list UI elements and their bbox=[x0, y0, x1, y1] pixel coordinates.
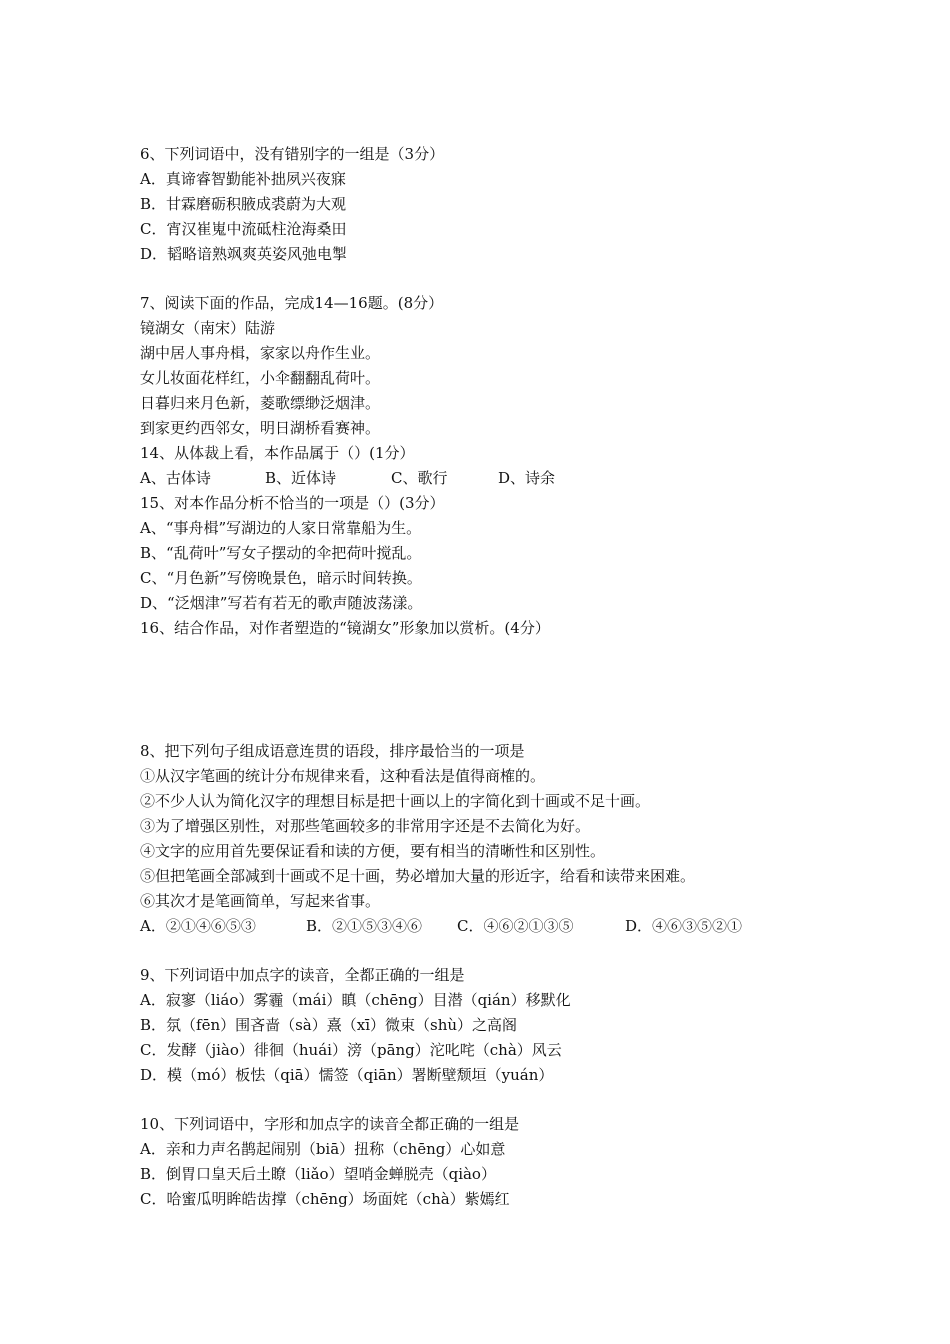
option-c: C．④⑥②①③⑤ bbox=[457, 917, 574, 935]
option-b: B、“乱荷叶”写女子摆动的伞把荷叶搅乱。 bbox=[140, 544, 422, 562]
sentence-2: ②不少人认为简化汉字的理想目标是把十画以上的字简化到十画或不足十画。 bbox=[140, 792, 651, 810]
question-title: 8、把下列句子组成语意连贯的语段，排序最恰当的一项是 bbox=[140, 742, 525, 760]
option-a: A、“事舟楫”写湖边的人家日常靠船为生。 bbox=[140, 519, 422, 537]
question-title: 6、下列词语中，没有错别字的一组是（3分） bbox=[140, 145, 445, 163]
sentence-5: ⑤但把笔画全部减到十画或不足十画，势必增加大量的形近字，给看和读带来困难。 bbox=[140, 867, 696, 885]
option-a: A．寂寥（liáo）雾霾（mái）瞋（chēng）目潜（qián）移默化 bbox=[140, 991, 571, 1009]
question-10 bbox=[140, 1112, 920, 1212]
option-a: A．亲和力声名鹊起闹别（biā）扭称（chēng）心如意 bbox=[140, 1140, 506, 1158]
question-14-options bbox=[140, 466, 920, 491]
poem-line: 到家更约西邻女，明日湖桥看赛神。 bbox=[140, 419, 381, 437]
poem-title: 镜湖女（南宋）陆游 bbox=[140, 319, 276, 337]
option-b: B．甘霖磨砺积腋成裘蔚为大观 bbox=[140, 195, 347, 213]
question-title: 7、阅读下面的作品，完成14—16题。(8分） bbox=[140, 294, 444, 312]
option-c: C．哈蜜瓜明眸皓齿撑（chēng）场面姹（chà）紫嫣红 bbox=[140, 1190, 510, 1208]
option-b: B、近体诗 bbox=[265, 469, 337, 487]
option-a: A．真谛睿智勤能补拙夙兴夜寐 bbox=[140, 170, 346, 188]
option-c: C、“月色新”写傍晚景色，暗示时间转换。 bbox=[140, 569, 422, 587]
option-d: D．模（mó）板怯（qiā）懦签（qiān）署断壁颓垣（yuán） bbox=[140, 1066, 554, 1084]
question-8 bbox=[140, 739, 920, 939]
option-b: B．氛（fēn）围吝啬（sà）熹（xī）微束（shù）之高阁 bbox=[140, 1016, 518, 1034]
poem-line: 湖中居人事舟楫，家家以舟作生业。 bbox=[140, 344, 381, 362]
question-9 bbox=[140, 963, 920, 1088]
option-b: B．②①⑤③④⑥ bbox=[306, 917, 423, 935]
option-d: D．④⑥③⑤②① bbox=[625, 917, 743, 935]
option-d: D、诗余 bbox=[498, 469, 556, 487]
option-b: B．倒胃口皇天后土瞭（liǎo）望哨金蝉脱壳（qiào） bbox=[140, 1165, 496, 1183]
question-15-title: 15、对本作品分析不恰当的一项是（）(3分） bbox=[140, 494, 445, 512]
option-c: C、歌行 bbox=[391, 469, 448, 487]
question-title: 10、下列词语中，字形和加点字的读音全都正确的一组是 bbox=[140, 1115, 520, 1133]
option-d: D、“泛烟津”写若有若无的歌声随波荡漾。 bbox=[140, 594, 423, 612]
option-c: C．宵汉崔嵬中流砥柱沧海桑田 bbox=[140, 220, 347, 238]
question-7 bbox=[140, 291, 920, 641]
sentence-6: ⑥其次才是笔画简单，写起来省事。 bbox=[140, 892, 381, 910]
option-a: A、古体诗 bbox=[140, 469, 211, 487]
question-title: 9、下列词语中加点字的读音，全都正确的一组是 bbox=[140, 966, 465, 984]
option-a: A．②①④⑥⑤③ bbox=[140, 917, 256, 935]
question-16-title: 16、结合作品，对作者塑造的“镜湖女”形象加以赏析。(4分） bbox=[140, 619, 550, 637]
question-8-options bbox=[140, 914, 920, 939]
option-d: D．韬略谙熟飒爽英姿风弛电掣 bbox=[140, 245, 348, 263]
poem-line: 日暮归来月色新，菱歌缥缈泛烟津。 bbox=[140, 394, 381, 412]
sentence-4: ④文字的应用首先要保证看和读的方便，要有相当的清晰性和区别性。 bbox=[140, 842, 606, 860]
option-c: C．发酵（jiào）徘徊（huái）滂（pāng）沱叱咤（chà）风云 bbox=[140, 1041, 562, 1059]
question-14-title: 14、从体裁上看，本作品属于（）(1分） bbox=[140, 444, 415, 462]
question-6 bbox=[140, 142, 920, 267]
sentence-3: ③为了增强区别性，对那些笔画较多的非常用字还是不去简化为好。 bbox=[140, 817, 591, 835]
sentence-1: ①从汉字笔画的统计分布规律来看，这种看法是值得商榷的。 bbox=[140, 767, 546, 785]
poem-line: 女儿妆面花样红，小伞翻翻乱荷叶。 bbox=[140, 369, 381, 387]
